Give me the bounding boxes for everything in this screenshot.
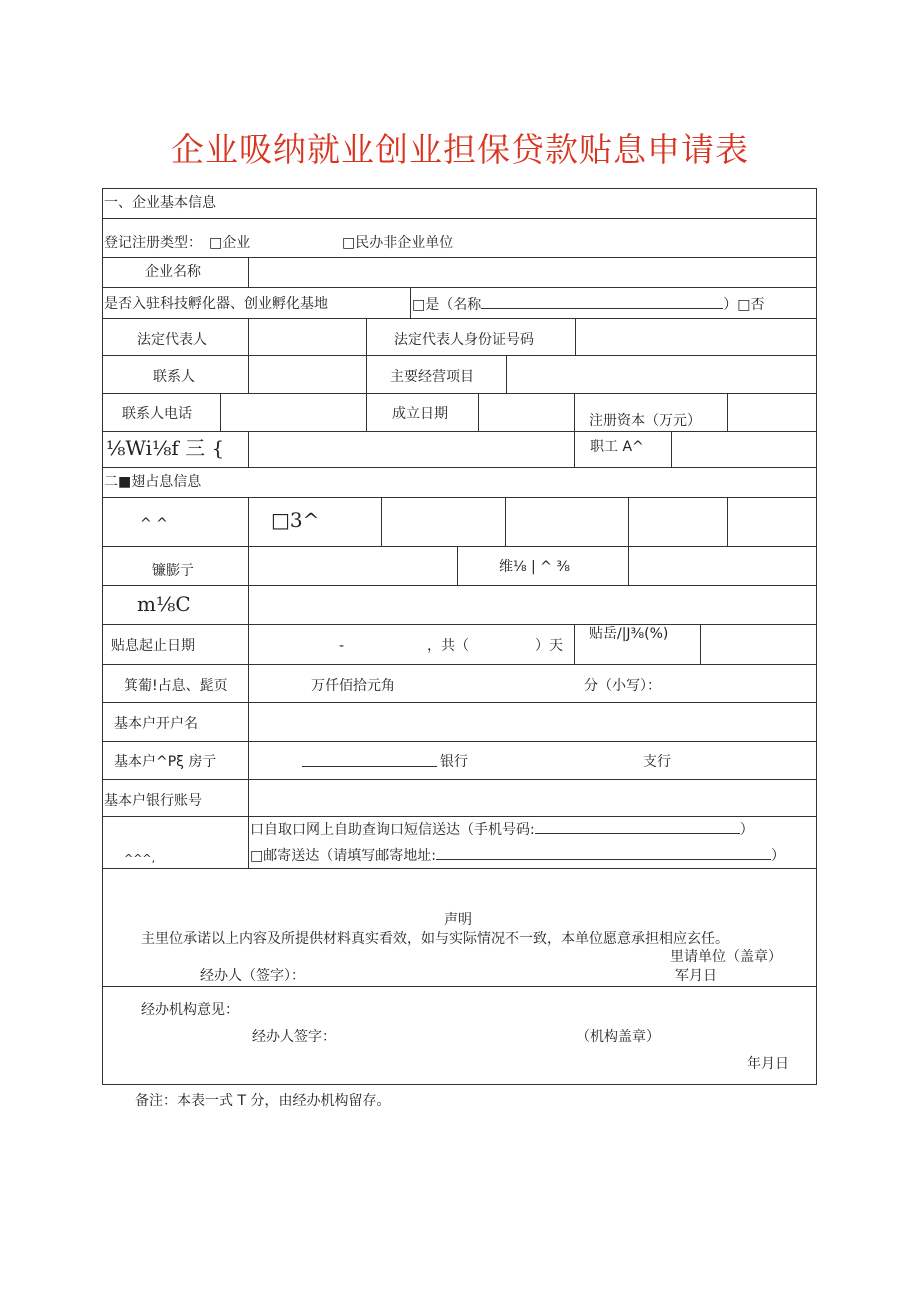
agency-handler-signature-label: 经办人签字： [252,1029,336,1045]
incubator-no-label: ）□否 [723,297,765,313]
col-divider [574,624,575,664]
account-number-label: 基本户银行账号 [104,793,202,809]
row-divider [102,318,817,319]
col-divider [506,355,507,393]
contact-person-label: 联系人 [153,369,195,385]
agency-opinion-label: 经办机构意见： [141,1002,239,1018]
row-divider [102,257,817,258]
loan-row-label: ^ ^ [140,516,168,532]
company-name-field[interactable] [252,263,812,281]
col-divider [248,318,249,393]
col-divider [727,393,728,431]
founded-date-label: 成立日期 [392,406,448,422]
col-divider [575,318,576,355]
applicant-seal-label: 里请单位（盖章） [670,949,782,965]
enterprise-checkbox[interactable]: □企业 [209,235,251,251]
amount-units-label: 万仟佰拾元角 [311,678,395,694]
col-divider [381,497,382,546]
form-title: 企业吸纳就业创业担保贷款贴息申请表 [171,130,749,169]
col-divider [671,431,672,467]
col-divider [628,497,629,546]
delivery-method-label: ^^^, [124,852,156,865]
registration-type-label: 登记注册类型： [104,235,202,251]
row-divider [102,624,817,625]
col-divider [700,624,701,664]
row-divider [102,585,817,586]
col-divider [366,393,367,431]
branch-word: 支行 [643,754,671,770]
row-divider [102,664,817,665]
col-divider [410,287,411,318]
subsidy-rate-label: 贴岳/|J⅜(%) [589,626,669,642]
bank-word: 银行 [440,754,468,770]
col-divider [248,431,249,467]
col-divider [478,393,479,431]
row-divider [102,741,817,742]
col-divider [574,393,575,431]
incubator-yes-label: □是（名称 [412,297,482,313]
contact-phone-label: 联系人电话 [122,406,192,422]
declaration-text: 主里位承诺以上内容及所提供材料真实看效，如与实际情况不一致，本单位愿意承担相应玄任。 [141,931,729,947]
staff-count-text: 职工 A^ [590,439,644,455]
col-divider [248,257,249,287]
bank-name-field[interactable] [302,753,437,772]
mail-address-blank[interactable] [436,846,771,860]
main-business-label: 主要经营项目 [390,369,474,385]
row-divider [102,355,817,356]
delivery-line1-text: 口自取口网上自助查询口短信送达（手机号码: [250,822,535,838]
agency-seal-label: （机构盖章） [576,1029,660,1045]
legal-id-number-label: 法定代表人身份证号码 [394,332,534,348]
row-divider [102,431,817,432]
period-total-label: ，共（ [427,638,469,654]
row-divider [102,218,817,219]
row-divider [102,868,817,869]
bank-name-blank[interactable] [302,753,437,767]
subsidy-period-label: 贴息起止日期 [111,638,195,654]
row-divider [102,986,817,987]
row-divider [102,393,817,394]
footnote: 备注：本表一式 T 分，由经办机构留存。 [135,1093,391,1109]
period-dash: - [339,638,345,654]
incubator-yes-checkbox[interactable] [412,295,764,314]
company-name-label: 企业名称 [145,264,201,280]
loan-amount-label: 镰膨亍 [152,563,194,579]
interest-label: m⅛C [137,592,191,616]
row-divider [102,816,817,817]
section-subsidy-info-header: 二■翅占息信息 [104,474,202,490]
col-divider [366,318,367,393]
delivery-option-line2[interactable] [250,846,785,865]
row-divider [102,702,817,703]
row-divider [102,287,817,288]
legal-representative-label: 法定代表人 [137,332,207,348]
agency-date: 年月日 [747,1056,789,1072]
registered-capital-label: 注册资本（万元） [589,413,701,429]
col-divider [727,497,728,546]
delivery-option-line1[interactable] [250,820,754,839]
col-divider [457,546,458,585]
row-divider [102,497,817,498]
incubator-name-blank[interactable] [481,295,723,309]
handler-signature-label: 经办人（签字）： [200,968,305,984]
garbled-label: ⅛Wi⅛f 三 { [106,436,225,460]
delivery-line2-end: ） [770,848,785,864]
period-days-label: ）天 [535,638,563,654]
declaration-date: 军月日 [675,968,717,984]
row-divider [102,546,817,547]
col-divider [505,497,506,546]
section-basic-info-header: 一、企业基本信息 [104,195,216,211]
loan-term-label: 维⅛ | ^ ⅜ [499,559,570,575]
col-divider [628,546,629,585]
col-divider [574,431,575,467]
subsidy-amount-label: 箕葡!占息、髭页 [124,678,228,694]
mobile-number-blank[interactable] [535,820,740,834]
delivery-line2-text: □邮寄送达（请填写邮寄地址: [250,848,436,864]
delivery-line1-end: ） [739,822,754,838]
loan-row-cell: □3^ [271,508,320,532]
bank-label: 基本户^Pξ 房亍 [114,754,217,770]
col-divider [220,393,221,431]
declaration-heading: 声明 [444,912,472,928]
account-name-label: 基本户开户名 [114,716,198,732]
non-enterprise-checkbox[interactable]: □民办非企业单位 [342,235,454,251]
row-divider [102,467,817,468]
row-divider [102,779,817,780]
amount-lowercase-label: 分（小写）： [584,678,661,694]
staff-count-label [590,438,644,456]
incubator-label: 是否入驻科技孵化器、创业孵化基地 [104,296,328,312]
col-divider [248,497,249,868]
